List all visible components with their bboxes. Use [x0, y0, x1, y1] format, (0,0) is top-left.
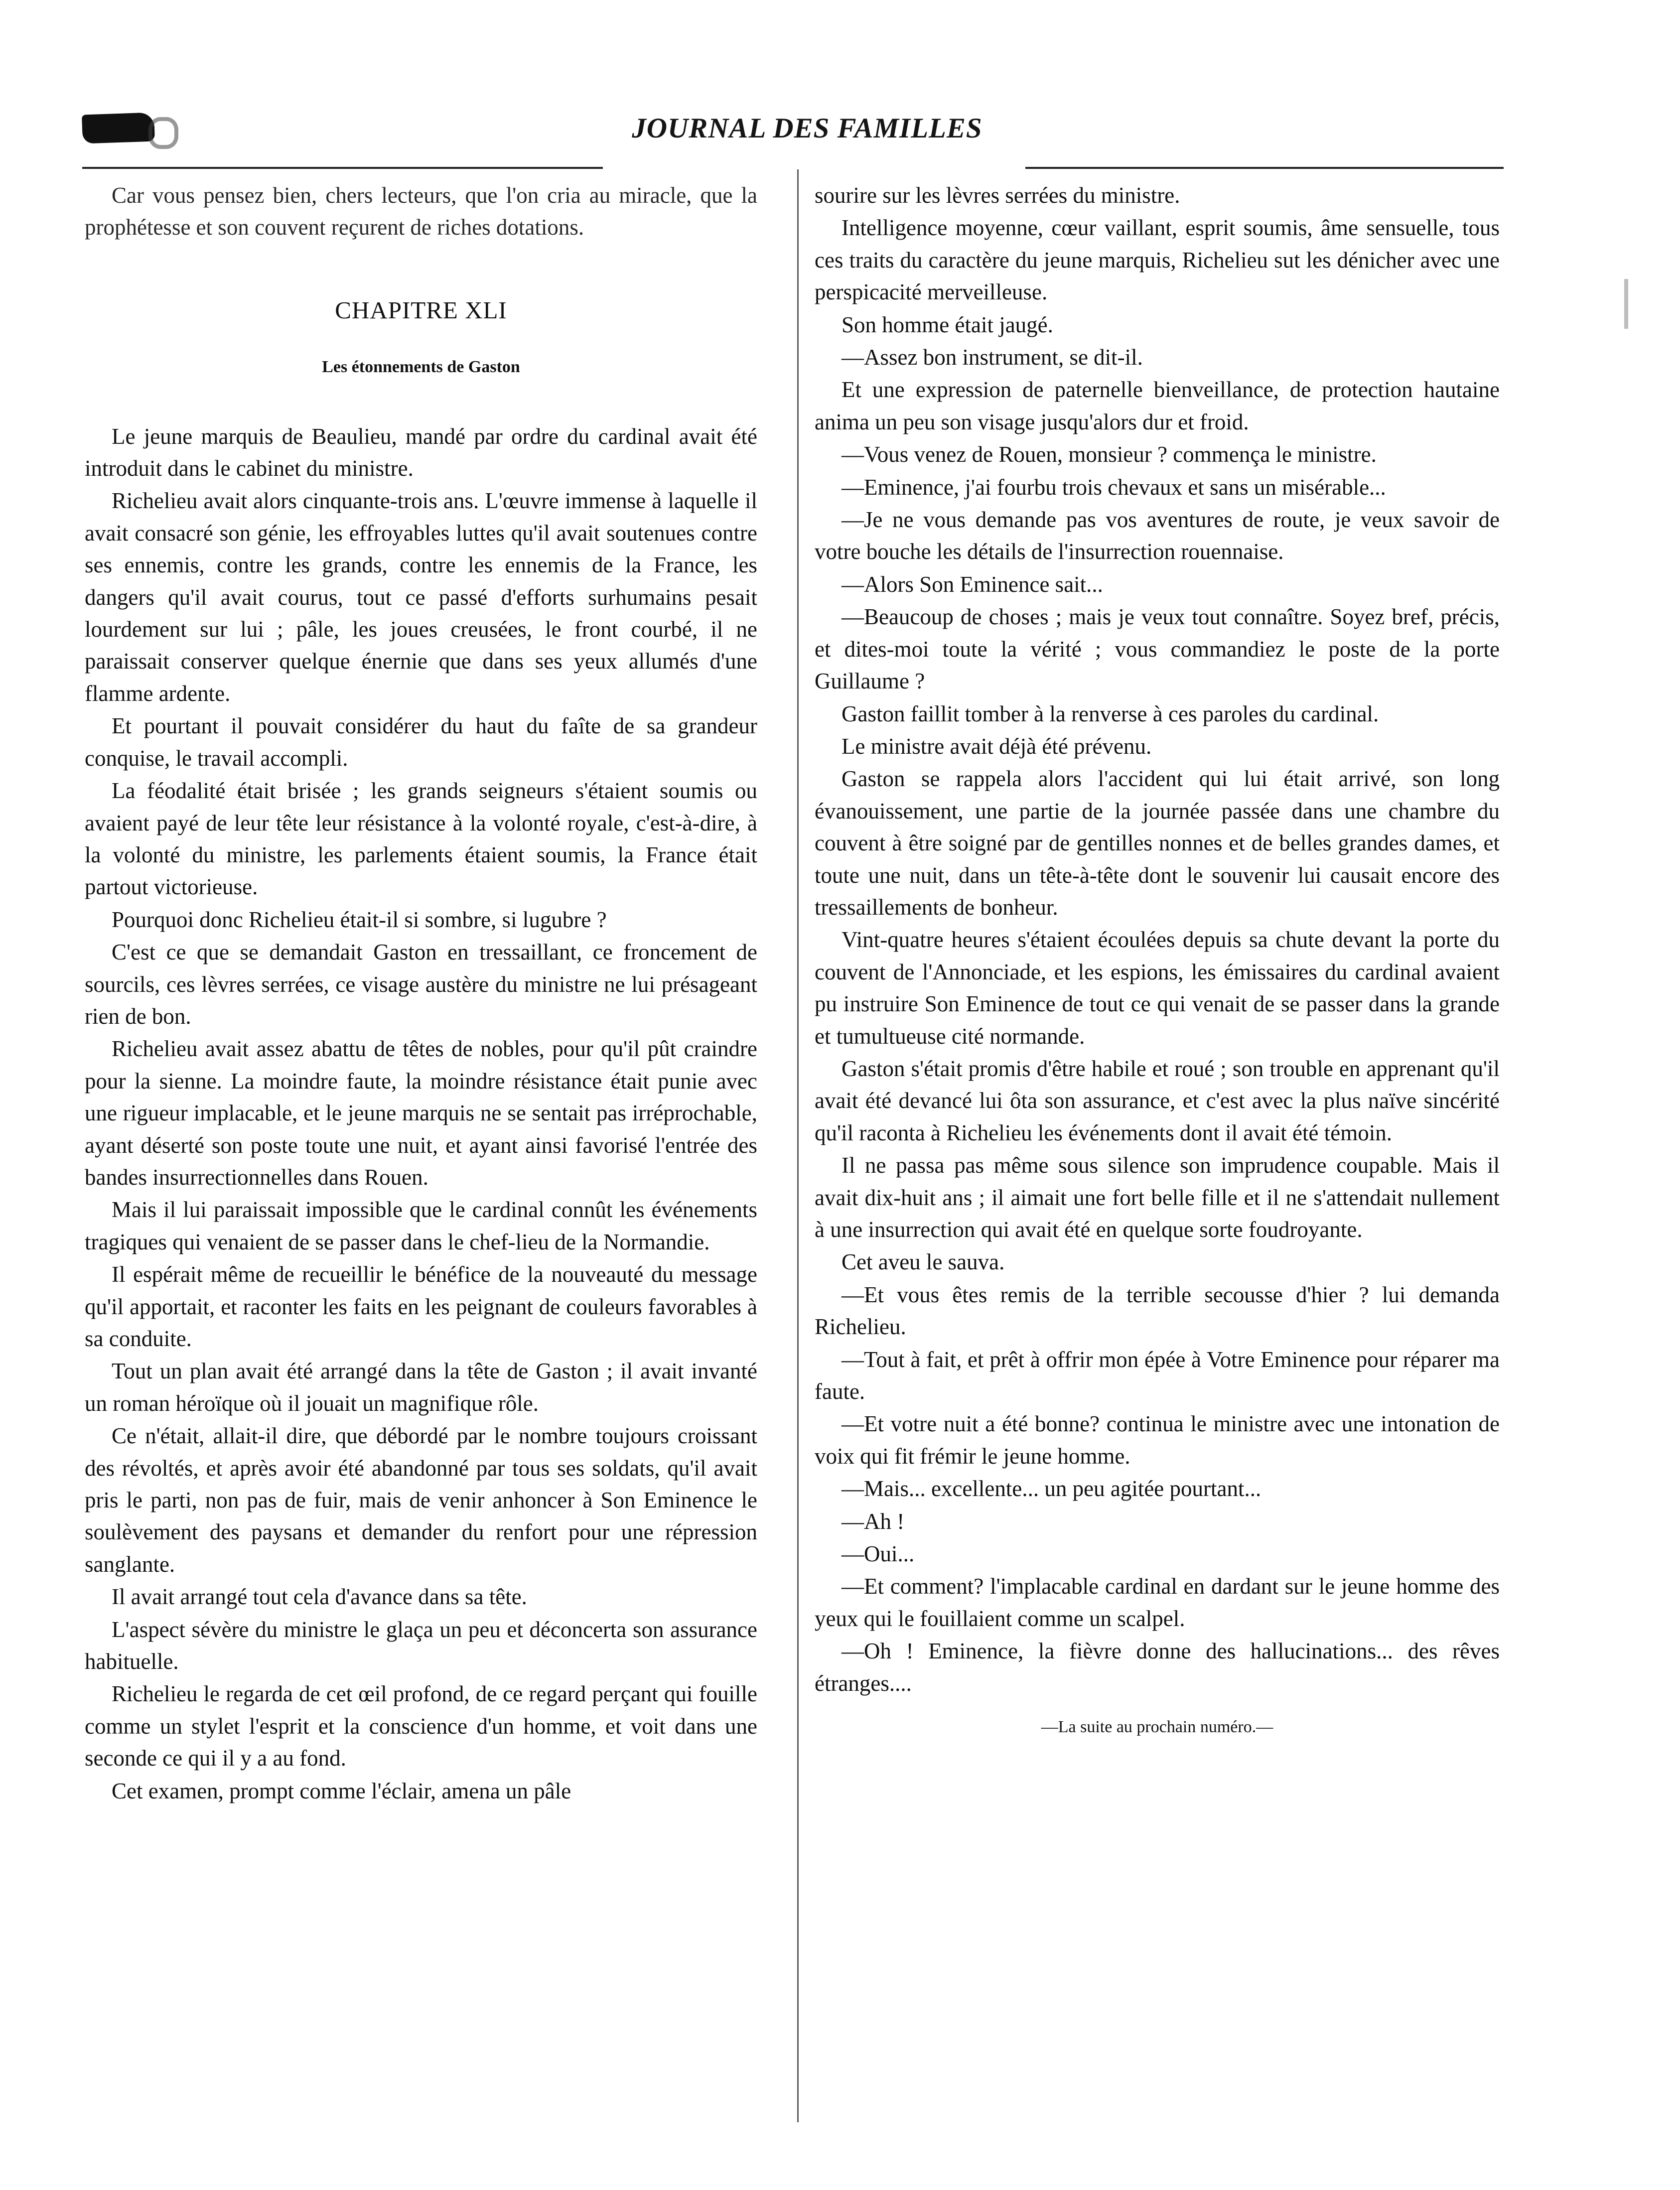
paragraph: —Vous venez de Rouen, monsieur ? commença le ministre.: [841, 442, 1377, 467]
paragraph: Vint-quatre heures s'étaient écoulées depuis sa chute devant la porte du couvent de l'Annonciade, et les espions, les émissaires du cardinal avaient pu instruire Son Eminence de tout ce qui venait de se passer dans la grande et tumultueuse cité normande.: [815, 927, 1500, 1049]
paragraph: Cet aveu le sauva.: [841, 1249, 1005, 1275]
paragraph: Tout un plan avait été arrangé dans la tête de Gaston ; il avait invanté un roman héroïque où il jouait un magnifique rôle.: [85, 1359, 757, 1416]
paragraph: —Oh ! Eminence, la fièvre donne des hallucinations... des rêves étranges....: [815, 1639, 1500, 1696]
paragraph: L'aspect sévère du ministre le glaça un peu et déconcerta son assurance habituelle.: [85, 1617, 757, 1674]
column-divider: [797, 169, 799, 2122]
paragraph: Il ne passa pas même sous silence son imprudence coupable. Mais il avait dix-huit ans ; il aimait une fort belle fille et il ne s'attendait nullement à une insurrection qui avait été en quelque sorte foudroyante.: [815, 1153, 1500, 1242]
paragraph: Intelligence moyenne, cœur vaillant, esprit soumis, âme sensuelle, tous ces traits du caractère du jeune marquis, Richelieu sut les dénicher avec une perspicacité merveilleuse.: [815, 215, 1500, 305]
paragraph: C'est ce que se demandait Gaston en tressaillant, ce froncement de sourcils, ces lèvres serrées, ce visage austère du ministre ne lui présageant rien de bon.: [85, 940, 757, 1029]
paragraph: —Ah !: [841, 1508, 905, 1534]
intro-paragraph: Car vous pensez bien, chers lecteurs, que l'on cria au miracle, que la prophétesse et son couvent reçurent de riches dotations.: [85, 183, 757, 240]
paragraph: —Assez bon instrument, se dit-il.: [841, 345, 1143, 370]
paragraph: —Eminence, j'ai fourbu trois chevaux et sans un misérable...: [841, 474, 1386, 500]
paragraph: —Je ne vous demande pas vos aventures de route, je veux savoir de votre bouche les détails de l'insurrection rouennaise.: [815, 507, 1500, 564]
paragraph: —Tout à fait, et prêt à offrir mon épée à Votre Eminence pour réparer ma faute.: [815, 1347, 1500, 1404]
page-number-ink-mark: [82, 112, 155, 143]
header-right-rule: [1025, 167, 1504, 169]
left-article-column: [85, 179, 757, 1807]
paragraph: —Beaucoup de choses ; mais je veux tout connaître. Soyez bref, précis, et dites-moi toute la vérité ; vous commandiez le poste de la porte Guillaume ?: [815, 604, 1500, 694]
paragraph: Il espérait même de recueillir le bénéfice de la nouveauté du message qu'il apportait, et raconter les faits en les peignant de couleurs favorables à sa conduite.: [85, 1262, 757, 1351]
paragraph: Ce n'était, allait-il dire, que débordé par le nombre toujours croissant des révoltés, et après avoir été abandonné par tous ses soldats, qu'il avait pris le parti, non pas de fuir, mais de venir anhoncer à Son Eminence le soulèvement des paysans et demander du renfort pour une répression sanglante.: [85, 1423, 757, 1577]
paper-edge-mark: [1624, 279, 1628, 329]
paragraph: Et une expression de paternelle bienveillance, de protection hautaine anima un peu son visage jusqu'alors dur et froid.: [815, 377, 1500, 434]
paragraph: —Et vous êtes remis de la terrible secousse d'hier ? lui demanda Richelieu.: [815, 1282, 1500, 1340]
paragraph: Et pourtant il pouvait considérer du haut du faîte de sa grandeur conquise, le travail accompli.: [85, 713, 757, 771]
paragraph: Cet examen, prompt comme l'éclair, amena un pâle: [112, 1778, 571, 1803]
paragraph: —Mais... excellente... un peu agitée pourtant...: [841, 1476, 1261, 1502]
right-article-column: [815, 179, 1500, 1744]
paragraph: Richelieu le regarda de cet œil profond, de ce regard perçant qui fouille comme un stylet l'esprit et la conscience d'un homme, et voit dans une seconde ce qui il y a au fond.: [85, 1681, 757, 1771]
paragraph: Son homme était jaugé.: [841, 312, 1053, 337]
paragraph: Richelieu avait assez abattu de têtes de nobles, pour qu'il pût craindre pour la sienne. La moindre faute, la moindre résistance était punie avec une rigueur implacable, et le jeune marquis ne se sentait pas irréprochable, ayant déserté son poste toute une nuit, et ayant ainsi favorisé l'entrée des bandes insurrectionnelles dans Rouen.: [85, 1036, 757, 1190]
journal-title: JOURNAL DES FAMILLES: [632, 113, 982, 144]
paragraph: Le ministre avait déjà été prévenu.: [841, 733, 1152, 759]
paragraph: Mais il lui paraissait impossible que le cardinal connût les événements tragiques qui venaient de se passer dans le chef-lieu de la Normandie.: [85, 1197, 757, 1254]
paragraph: Gaston s'était promis d'être habile et roué ; son trouble en apprenant qu'il avait été devancé lui ôta son assurance, et c'est avec la plus naïve sincérité qu'il raconta à Richelieu les événements dont il avait été témoin.: [815, 1056, 1500, 1145]
paragraph: —Alors Son Eminence sait...: [841, 571, 1103, 597]
paragraph: Le jeune marquis de Beaulieu, mandé par ordre du cardinal avait été introduit dans le cabinet du ministre.: [85, 423, 757, 481]
paragraph: —Oui...: [841, 1541, 915, 1567]
paragraph: —Et votre nuit a été bonne? continua le ministre avec une intonation de voix qui fit frémir le jeune homme.: [815, 1411, 1500, 1469]
chapter-subtitle: Les étonnements de Gaston: [322, 358, 520, 377]
page-number-ink-mark-secondary: [148, 117, 178, 149]
paragraph: Gaston se rappela alors l'accident qui lui était arrivé, son long évanouissement, une partie de la journée passée dans une chambre du couvent à être soigné par de gentilles nonnes et de belles grandes dames, et toute une nuit, dans un tête-à-tête dont le souvenir lui causait encore des tressaillements de bonheur.: [815, 766, 1500, 920]
paragraph: sourire sur les lèvres serrées du ministre.: [815, 183, 1180, 208]
paragraph: Il avait arrangé tout cela d'avance dans sa tête.: [112, 1584, 527, 1610]
paragraph: Gaston faillit tomber à la renverse à ces paroles du cardinal.: [841, 701, 1379, 726]
paragraph: —Et comment? l'implacable cardinal en dardant sur le jeune homme des yeux qui le fouillaient comme un scalpel.: [815, 1574, 1500, 1631]
paragraph: La féodalité était brisée ; les grands seigneurs s'étaient soumis ou avaient payé de leur tête leur résistance à la volonté royale, c'est-à-dire, à la volonté du ministre, les parlements étaient soumis, la France était partout victorieuse.: [85, 778, 757, 900]
continuation-note: —La suite au prochain numéro.—: [1041, 1718, 1273, 1737]
chapter-title: CHAPITRE XLI: [335, 296, 507, 324]
header-left-rule: [82, 167, 603, 169]
paragraph: Pourquoi donc Richelieu était-il si sombre, si lugubre ?: [112, 907, 607, 932]
paragraph: Richelieu avait alors cinquante-trois ans. L'œuvre immense à laquelle il avait consacré son génie, les effroyables luttes qu'il avait soutenues contre ses ennemis, contre les grands, contre les ennemis de la France, les dangers qu'il avait courus, tout ce passé d'efforts surhumains pesait lourdement sur lui ; pâle, les joues creusées, le front courbé, il ne paraissait conserver quelque énernie que dans ses yeux allumés d'une flamme ardente.: [85, 488, 757, 706]
